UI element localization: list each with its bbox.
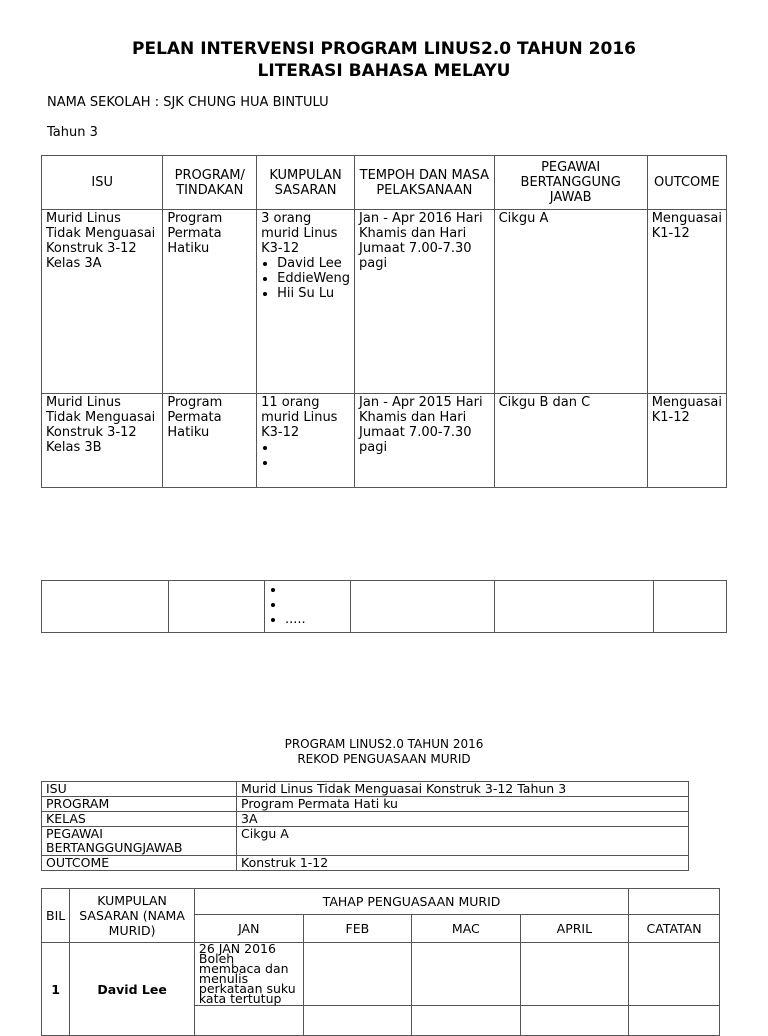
cell-mac: [412, 943, 521, 1006]
cell-pegawai: Cikgu A: [494, 210, 647, 394]
student-list: [269, 582, 346, 627]
cell-jan: [194, 1006, 303, 1036]
header-kumpulan: KUMPULAN SASARAN: [257, 156, 355, 210]
kumpulan-text: 3 orang murid Linus K3-12: [261, 211, 338, 256]
cell-april: [520, 1006, 629, 1036]
document-title-line1: PELAN INTERVENSI PROGRAM LINUS2.0 TAHUN 2016: [132, 39, 636, 59]
cell-jan: 26 JAN 2016 Boleh membaca dan menulis perkataan suku kata tertutup: [194, 943, 303, 1006]
header-jan: JAN: [194, 915, 303, 943]
year-label: Tahun 3: [47, 125, 98, 140]
cell-pegawai: [495, 581, 654, 633]
header-program: PROGRAM/ TINDAKAN: [163, 156, 257, 210]
table-row: [42, 782, 689, 797]
header-april: APRIL: [520, 915, 629, 943]
info-label: PROGRAM: [42, 797, 237, 812]
cell-outcome: Menguasai K1-12: [647, 394, 726, 488]
list-item: [277, 440, 350, 455]
header-kumpulan-sasaran: KUMPULAN SASARAN (NAMA MURID): [70, 889, 195, 943]
cell-catatan: [629, 1006, 720, 1036]
list-item: • EddieWeng: [277, 271, 350, 286]
student-list: [261, 256, 350, 301]
cell-program: Program Permata Hatiku: [163, 210, 257, 394]
cell-tempoh: Jan - Apr 2015 Hari Khamis dan Hari Jumaat 7.00-7.30 pagi: [355, 394, 495, 488]
info-label: KELAS: [42, 812, 237, 827]
header-tahap-penguasaan: TAHAP PENGUASAAN MURID: [194, 889, 628, 915]
cell-mac: [412, 1006, 521, 1036]
cell-isu: Murid Linus Tidak Menguasai Konstruk 3-12 Kelas 3B: [42, 394, 163, 488]
cell-bil: 1: [42, 943, 70, 1036]
intervention-plan-continued-table: [41, 580, 727, 633]
list-item: • David Lee: [277, 256, 350, 271]
cell-feb: [303, 943, 411, 1006]
info-label: PEGAWAI BERTANGGUNGJAWAB: [42, 827, 237, 856]
table-row: [42, 210, 727, 394]
table-row: [42, 581, 727, 633]
table-header-row: [42, 889, 720, 915]
header-bil: BIL: [42, 889, 70, 943]
cell-outcome: Menguasai K1-12: [647, 210, 726, 394]
table-header-row: [42, 156, 727, 210]
intervention-plan-table: [41, 155, 727, 488]
cell-april: [520, 943, 629, 1006]
table-row: [42, 943, 720, 1006]
cell-tempoh: Jan - Apr 2016 Hari Khamis dan Hari Jumaat 7.00-7.30 pagi: [355, 210, 495, 394]
info-value: 3A: [237, 812, 689, 827]
info-value: Konstruk 1-12: [237, 856, 689, 871]
cell-tempoh: [350, 581, 494, 633]
header-outcome: OUTCOME: [647, 156, 726, 210]
header-empty: [629, 889, 720, 915]
table-row: [42, 797, 689, 812]
header-mac: MAC: [412, 915, 521, 943]
student-list: [261, 440, 350, 470]
school-name: NAMA SEKOLAH : SJK CHUNG HUA BINTULU: [47, 95, 329, 110]
list-item: • Hii Su Lu: [277, 286, 350, 301]
mastery-record-table: [41, 888, 720, 1036]
table-row: [42, 827, 689, 856]
cell-kumpulan: [257, 210, 355, 394]
table-row: [42, 812, 689, 827]
cell-isu: [42, 581, 169, 633]
cell-pegawai: Cikgu B dan C: [494, 394, 647, 488]
info-label: ISU: [42, 782, 237, 797]
info-value: Murid Linus Tidak Menguasai Konstruk 3-12 Tahun 3: [237, 782, 689, 797]
list-item: [277, 455, 350, 470]
header-catatan: CATATAN: [629, 915, 720, 943]
record-title-line2: REKOD PENGUASAAN MURID: [297, 752, 471, 766]
cell-outcome: [654, 581, 727, 633]
info-label: OUTCOME: [42, 856, 237, 871]
cell-program: Program Permata Hatiku: [163, 394, 257, 488]
header-pegawai: PEGAWAI BERTANGGUNG JAWAB: [494, 156, 647, 210]
cell-kumpulan: [257, 394, 355, 488]
cell-student-name: David Lee: [70, 943, 195, 1036]
cell-catatan: [629, 943, 720, 1006]
list-item: [285, 582, 346, 597]
kumpulan-text: 11 orang murid Linus K3-12: [261, 395, 338, 440]
document-title-line2: LITERASI BAHASA MELAYU: [257, 61, 511, 81]
cell-feb: [303, 1006, 411, 1036]
cell-program: [169, 581, 265, 633]
table-row: [42, 856, 689, 871]
list-item: [285, 597, 346, 612]
header-tempoh: TEMPOH DAN MASA PELAKSANAAN: [355, 156, 495, 210]
list-item: • .....: [285, 612, 346, 627]
table-row: [42, 394, 727, 488]
info-value: Program Permata Hati ku: [237, 797, 689, 812]
header-feb: FEB: [303, 915, 411, 943]
record-title-line1: PROGRAM LINUS2.0 TAHUN 2016: [284, 737, 484, 751]
record-info-table: [41, 781, 689, 871]
cell-isu: Murid Linus Tidak Menguasai Konstruk 3-12 Kelas 3A: [42, 210, 163, 394]
info-value: Cikgu A: [237, 827, 689, 856]
header-isu: ISU: [42, 156, 163, 210]
cell-kumpulan: [264, 581, 350, 633]
